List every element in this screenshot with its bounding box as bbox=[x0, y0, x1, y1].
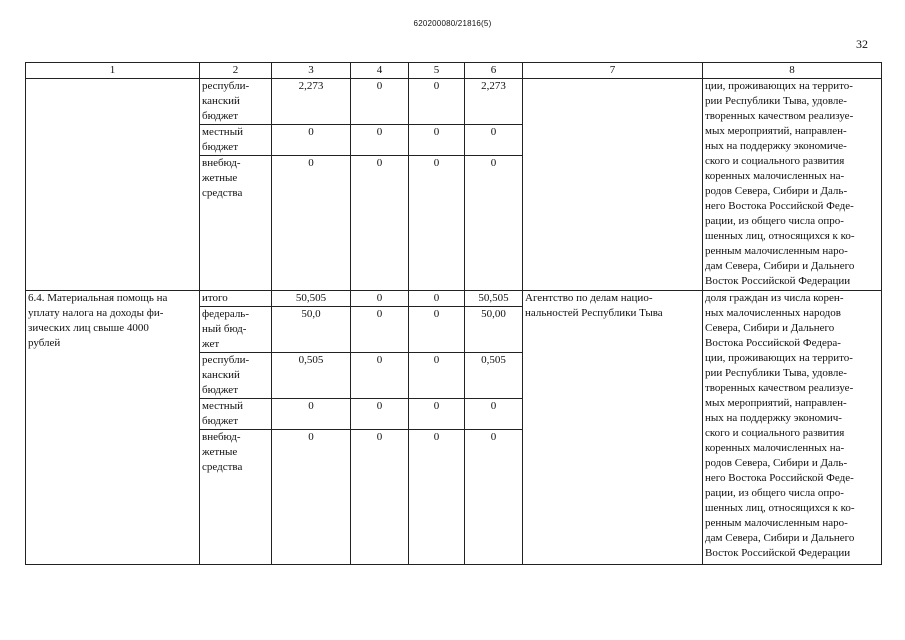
year-value: 0 bbox=[409, 399, 465, 430]
funding-source: внебюд- жетные средства bbox=[200, 430, 272, 565]
executor-cell bbox=[523, 79, 703, 291]
year-value: 50,505 bbox=[465, 291, 523, 307]
year-value: 0 bbox=[409, 430, 465, 565]
year-value: 0 bbox=[351, 353, 409, 399]
indicator-cell bbox=[703, 291, 882, 565]
year-value: 0 bbox=[409, 79, 465, 125]
year-value: 0 bbox=[409, 156, 465, 291]
table-row bbox=[26, 79, 882, 125]
year-value: 0,505 bbox=[465, 353, 523, 399]
funding-source: итого bbox=[200, 291, 272, 307]
executor-text: Агентство по делам нацио- нальностей Республики Тыва bbox=[525, 292, 663, 319]
funding-source: местный бюджет bbox=[200, 125, 272, 156]
total-value: 0 bbox=[272, 125, 351, 156]
year-value: 0 bbox=[409, 353, 465, 399]
column-header: 6 bbox=[465, 63, 523, 79]
funding-source: внебюд- жетные средства bbox=[200, 156, 272, 291]
program-table bbox=[25, 62, 882, 565]
table-row bbox=[26, 291, 882, 307]
year-value: 0 bbox=[465, 430, 523, 565]
year-value: 50,00 bbox=[465, 307, 523, 353]
year-value: 0 bbox=[351, 291, 409, 307]
column-header: 2 bbox=[200, 63, 272, 79]
year-value: 0 bbox=[351, 399, 409, 430]
year-value: 0 bbox=[465, 156, 523, 291]
year-value: 0 bbox=[351, 156, 409, 291]
total-value: 0 bbox=[272, 430, 351, 565]
column-header: 4 bbox=[351, 63, 409, 79]
column-header: 8 bbox=[703, 63, 882, 79]
column-header: 7 bbox=[523, 63, 703, 79]
year-value: 0 bbox=[409, 307, 465, 353]
year-value: 0 bbox=[351, 430, 409, 565]
total-value: 50,505 bbox=[272, 291, 351, 307]
page-number: 32 bbox=[856, 37, 868, 51]
year-value: 2,273 bbox=[465, 79, 523, 125]
funding-source: местный бюджет bbox=[200, 399, 272, 430]
year-value: 0 bbox=[351, 125, 409, 156]
indicator-cell bbox=[703, 79, 882, 291]
total-value: 0 bbox=[272, 156, 351, 291]
indicator-text: доля граждан из числа корен- ных малочисленных народов Севера, Сибири и Дальнего Востока Российской Федера- ции, проживающих на террито- рии Республики Тыва, удовле- творенных качеством реализуе- мых мероприятий, направлен- ных на поддержку экономич- ского и социального развития коренных малочисленных на- родов Севера, Сибири и Даль- него Востока Российской Феде- рации, из общего числа опро- шенных лиц, относящихся к ко- ренным малочисленным наро- дам Севера, Сибири и Дальнего Восток Российской Федерации bbox=[705, 292, 855, 559]
document-id: 620200080/21816(5) bbox=[413, 19, 492, 28]
funding-source: республи- канский бюджет bbox=[200, 353, 272, 399]
total-value: 2,273 bbox=[272, 79, 351, 125]
activity-text: 6.4. Материальная помощь на уплату налога на доходы фи- зических лиц свыше 4000 рублей bbox=[28, 292, 168, 349]
year-value: 0 bbox=[465, 125, 523, 156]
total-value: 50,0 bbox=[272, 307, 351, 353]
year-value: 0 bbox=[465, 399, 523, 430]
indicator-text: ции, проживающих на террито- рии Республики Тыва, удовле- творенных качеством реализуе- мых мероприятий, направлен- ных на поддержку экономиче- ского и социального развития коренных малочисленных на- родов Севера, Сибири и Даль- него Востока Российской Феде- рации, из общего числа опро- шенных лиц, относящихся к ко- ренным малочисленным наро- дам Севера, Сибири и Дальнего Восток Российской Федерации bbox=[705, 80, 855, 287]
year-value: 0 bbox=[409, 125, 465, 156]
column-header: 1 bbox=[26, 63, 200, 79]
executor-cell bbox=[523, 291, 703, 565]
year-value: 0 bbox=[351, 79, 409, 125]
funding-source: республи- канский бюджет bbox=[200, 79, 272, 125]
column-header: 5 bbox=[409, 63, 465, 79]
activity-cell bbox=[26, 291, 200, 565]
activity-cell bbox=[26, 79, 200, 291]
year-value: 0 bbox=[351, 307, 409, 353]
total-value: 0,505 bbox=[272, 353, 351, 399]
total-value: 0 bbox=[272, 399, 351, 430]
header-row bbox=[26, 63, 882, 79]
column-header: 3 bbox=[272, 63, 351, 79]
year-value: 0 bbox=[409, 291, 465, 307]
funding-source: федераль- ный бюд- жет bbox=[200, 307, 272, 353]
